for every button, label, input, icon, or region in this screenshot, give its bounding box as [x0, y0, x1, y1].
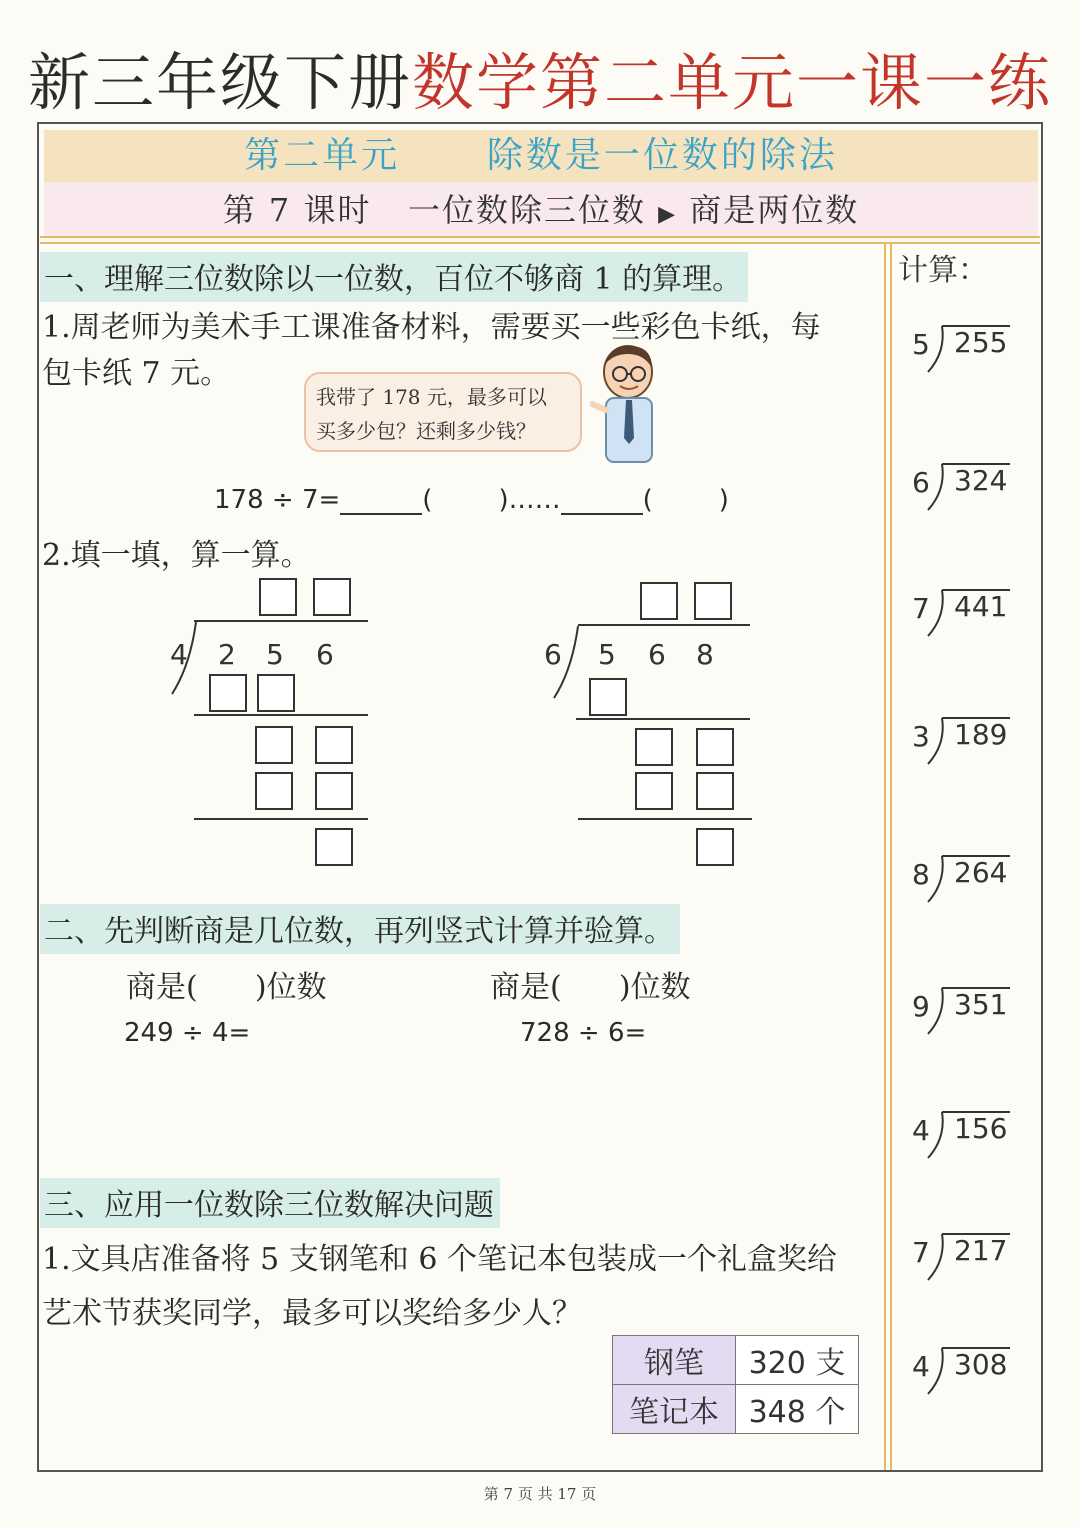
calc-dividend: 217 — [954, 1234, 1008, 1267]
s2-left-label: 商是( )位数 — [126, 970, 327, 1005]
answer-box[interactable] — [313, 578, 351, 616]
dividend-digit: 2 — [218, 638, 236, 671]
calc-dividend: 156 — [954, 1112, 1008, 1145]
division-bar — [194, 620, 368, 622]
page-title — [0, 40, 1080, 126]
table-cell-item: 钢笔 — [613, 1336, 736, 1385]
paren-open-2: ( — [642, 485, 653, 515]
calc-problem — [906, 714, 1016, 764]
dividend-digit: 5 — [598, 638, 616, 671]
answer-box[interactable] — [589, 678, 627, 716]
calc-divisor: 7 — [912, 592, 930, 625]
s1-q1-line1: 1.周老师为美术手工课准备材料，需要买一些彩色卡纸，每 — [42, 310, 821, 345]
calc-dividend: 308 — [954, 1348, 1008, 1381]
paren-close: ) — [498, 485, 509, 515]
answer-box[interactable] — [635, 772, 673, 810]
table-cell-qty: 348 个 — [736, 1385, 859, 1434]
calc-problem — [906, 322, 1016, 372]
calc-divisor: 5 — [912, 328, 930, 361]
calc-dividend: 324 — [954, 464, 1008, 497]
dividend-digit: 8 — [696, 638, 714, 671]
section2-heading: 二、先判断商是几位数，再列竖式计算并验算。 — [40, 904, 680, 954]
answer-box[interactable] — [315, 772, 353, 810]
subtraction-line — [578, 818, 752, 820]
calc-divisor: 4 — [912, 1114, 930, 1147]
calc-divisor: 7 — [912, 1236, 930, 1269]
answer-box[interactable] — [696, 828, 734, 866]
divisor: 6 — [544, 638, 562, 671]
calc-problem — [906, 1108, 1016, 1158]
s1-q1-line2: 包卡纸 7 元。 — [42, 356, 231, 391]
answer-box[interactable] — [257, 674, 295, 712]
answer-box[interactable] — [315, 726, 353, 764]
quotient-blank[interactable] — [340, 487, 422, 515]
calc-dividend: 264 — [954, 856, 1008, 889]
header-divider — [40, 236, 1040, 238]
dividend-digit: 6 — [648, 638, 666, 671]
bubble-line2: 买多少包？还剩多少钱？ — [316, 419, 536, 443]
title-part1: 新三年级下册 — [27, 46, 412, 119]
lesson-label: 第 7 课时 — [222, 191, 372, 229]
calc-problem — [906, 1344, 1016, 1394]
answer-box[interactable] — [694, 582, 732, 620]
page-number: 第 7 页 共 17 页 — [483, 1485, 597, 1503]
bubble-line1: 我带了 178 元，最多可以 — [316, 385, 547, 409]
calc-dividend: 441 — [954, 590, 1008, 623]
dividend-digit: 5 — [266, 638, 284, 671]
table-cell-item: 笔记本 — [613, 1385, 736, 1434]
s2-right-eq: 728 ÷ 6= — [520, 1018, 647, 1048]
table-row — [613, 1385, 859, 1434]
s1-q2: 2.填一填，算一算。 — [42, 538, 311, 573]
answer-box[interactable] — [696, 728, 734, 766]
answer-box[interactable] — [259, 578, 297, 616]
divisor: 4 — [170, 638, 188, 671]
dividend-digit: 6 — [316, 638, 334, 671]
calc-divisor: 3 — [912, 720, 930, 753]
section3-heading: 三、应用一位数除三位数解决问题 — [40, 1178, 500, 1228]
materials-table — [612, 1335, 859, 1434]
calc-divisor: 4 — [912, 1350, 930, 1383]
teacher-icon — [590, 340, 670, 470]
division-bar — [578, 624, 750, 626]
answer-box[interactable] — [209, 674, 247, 712]
calc-problem — [906, 852, 1016, 902]
arrow-icon: ▶ — [658, 202, 678, 227]
subtraction-line — [194, 714, 368, 716]
lesson-subtopic: 商是两位数 — [689, 191, 860, 229]
s2-right-label: 商是( )位数 — [490, 970, 691, 1005]
paren-close-2: ) — [718, 485, 729, 515]
calc-divisor: 6 — [912, 466, 930, 499]
answer-box[interactable] — [640, 582, 678, 620]
calc-dividend: 255 — [954, 326, 1008, 359]
paren-open: ( — [422, 485, 433, 515]
calc-column-divider — [884, 244, 886, 1470]
speech-bubble — [304, 372, 582, 452]
section1-heading: 一、理解三位数除以一位数，百位不够商 1 的算理。 — [40, 252, 748, 302]
subtraction-line — [194, 818, 368, 820]
table-row — [613, 1336, 859, 1385]
lesson-header — [44, 185, 1038, 231]
answer-box[interactable] — [315, 828, 353, 866]
s1-equation-line — [214, 485, 729, 515]
remainder-blank[interactable] — [561, 487, 643, 515]
unit-header — [44, 130, 1038, 182]
subtraction-line — [576, 718, 750, 720]
s1-equation: 178 ÷ 7= — [214, 485, 341, 515]
calc-problem — [906, 984, 1016, 1034]
lesson-topic: 一位数除三位数 — [407, 191, 646, 229]
ellipsis: …… — [508, 485, 561, 515]
answer-box[interactable] — [696, 772, 734, 810]
calc-label: 计算： — [898, 253, 988, 288]
calc-problem — [906, 1230, 1016, 1280]
calc-problem — [906, 586, 1016, 636]
calc-dividend: 189 — [954, 718, 1008, 751]
unit-label: 第二单元 — [244, 135, 401, 176]
answer-box[interactable] — [255, 726, 293, 764]
calc-dividend: 351 — [954, 988, 1008, 1021]
s2-left-eq: 249 ÷ 4= — [124, 1018, 251, 1048]
calc-problem — [906, 460, 1016, 510]
s3-q1-line1: 1.文具店准备将 5 支钢笔和 6 个笔记本包装成一个礼盒奖给 — [42, 1242, 837, 1277]
calc-divisor: 8 — [912, 858, 930, 891]
calc-divisor: 9 — [912, 990, 930, 1023]
unit-name: 除数是一位数的除法 — [486, 135, 838, 176]
title-part2: 数学第二单元一课一练 — [412, 46, 1053, 119]
answer-box[interactable] — [635, 728, 673, 766]
s3-q1-line2: 艺术节获奖同学，最多可以奖给多少人？ — [42, 1296, 582, 1331]
table-cell-qty: 320 支 — [736, 1336, 859, 1385]
answer-box[interactable] — [255, 772, 293, 810]
calc-column-divider-2 — [890, 244, 892, 1470]
